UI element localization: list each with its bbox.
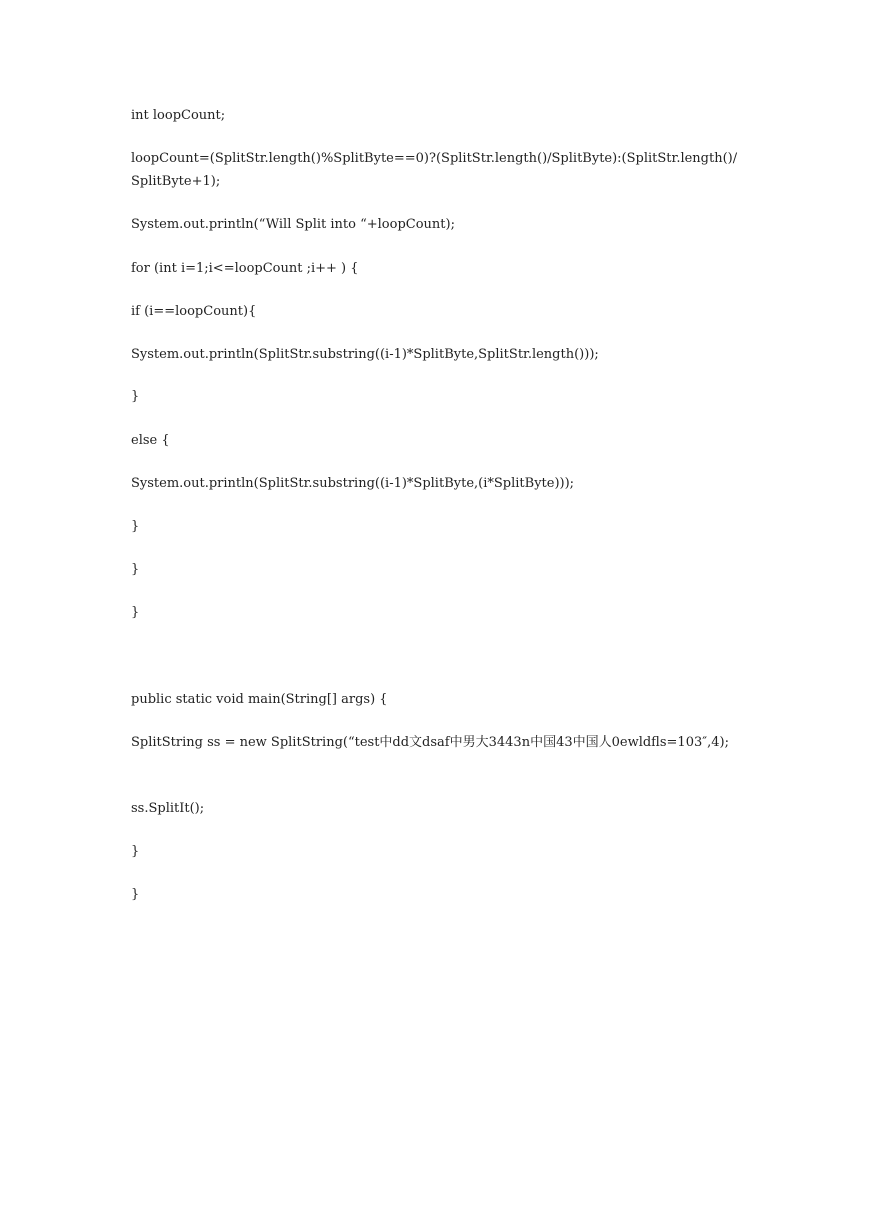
code-line: SplitString ss = new SplitString(“test中dd文dsaf中男大3443n中国43中国人0ewldfls=103″,4);: [131, 735, 729, 750]
code-line: ss.SplitIt();: [131, 801, 205, 816]
code-line: for (int i=1;i<=loopCount ;i++ ) {: [131, 261, 359, 276]
code-line: }: [131, 605, 140, 620]
code-line: System.out.println(“Will Split into “+loopCount);: [131, 217, 455, 232]
code-line: public static void main(String[] args) {: [131, 692, 388, 707]
code-line: }: [131, 519, 140, 534]
code-line: loopCount=(SplitStr.length()%SplitByte==0)?(SplitStr.length()/SplitByte):(SplitStr.length()/SplitByte+1);: [131, 151, 738, 189]
code-line: }: [131, 887, 140, 902]
code-line: }: [131, 389, 140, 404]
code-line: else {: [131, 433, 170, 448]
code-line: System.out.println(SplitStr.substring((i-1)*SplitByte,(i*SplitByte)));: [131, 476, 575, 491]
code-line: System.out.println(SplitStr.substring((i-1)*SplitByte,SplitStr.length()));: [131, 347, 599, 362]
code-line: int loopCount;: [131, 108, 226, 123]
code-line: }: [131, 844, 140, 859]
code-line: }: [131, 562, 140, 577]
code-line: if (i==loopCount){: [131, 304, 257, 319]
